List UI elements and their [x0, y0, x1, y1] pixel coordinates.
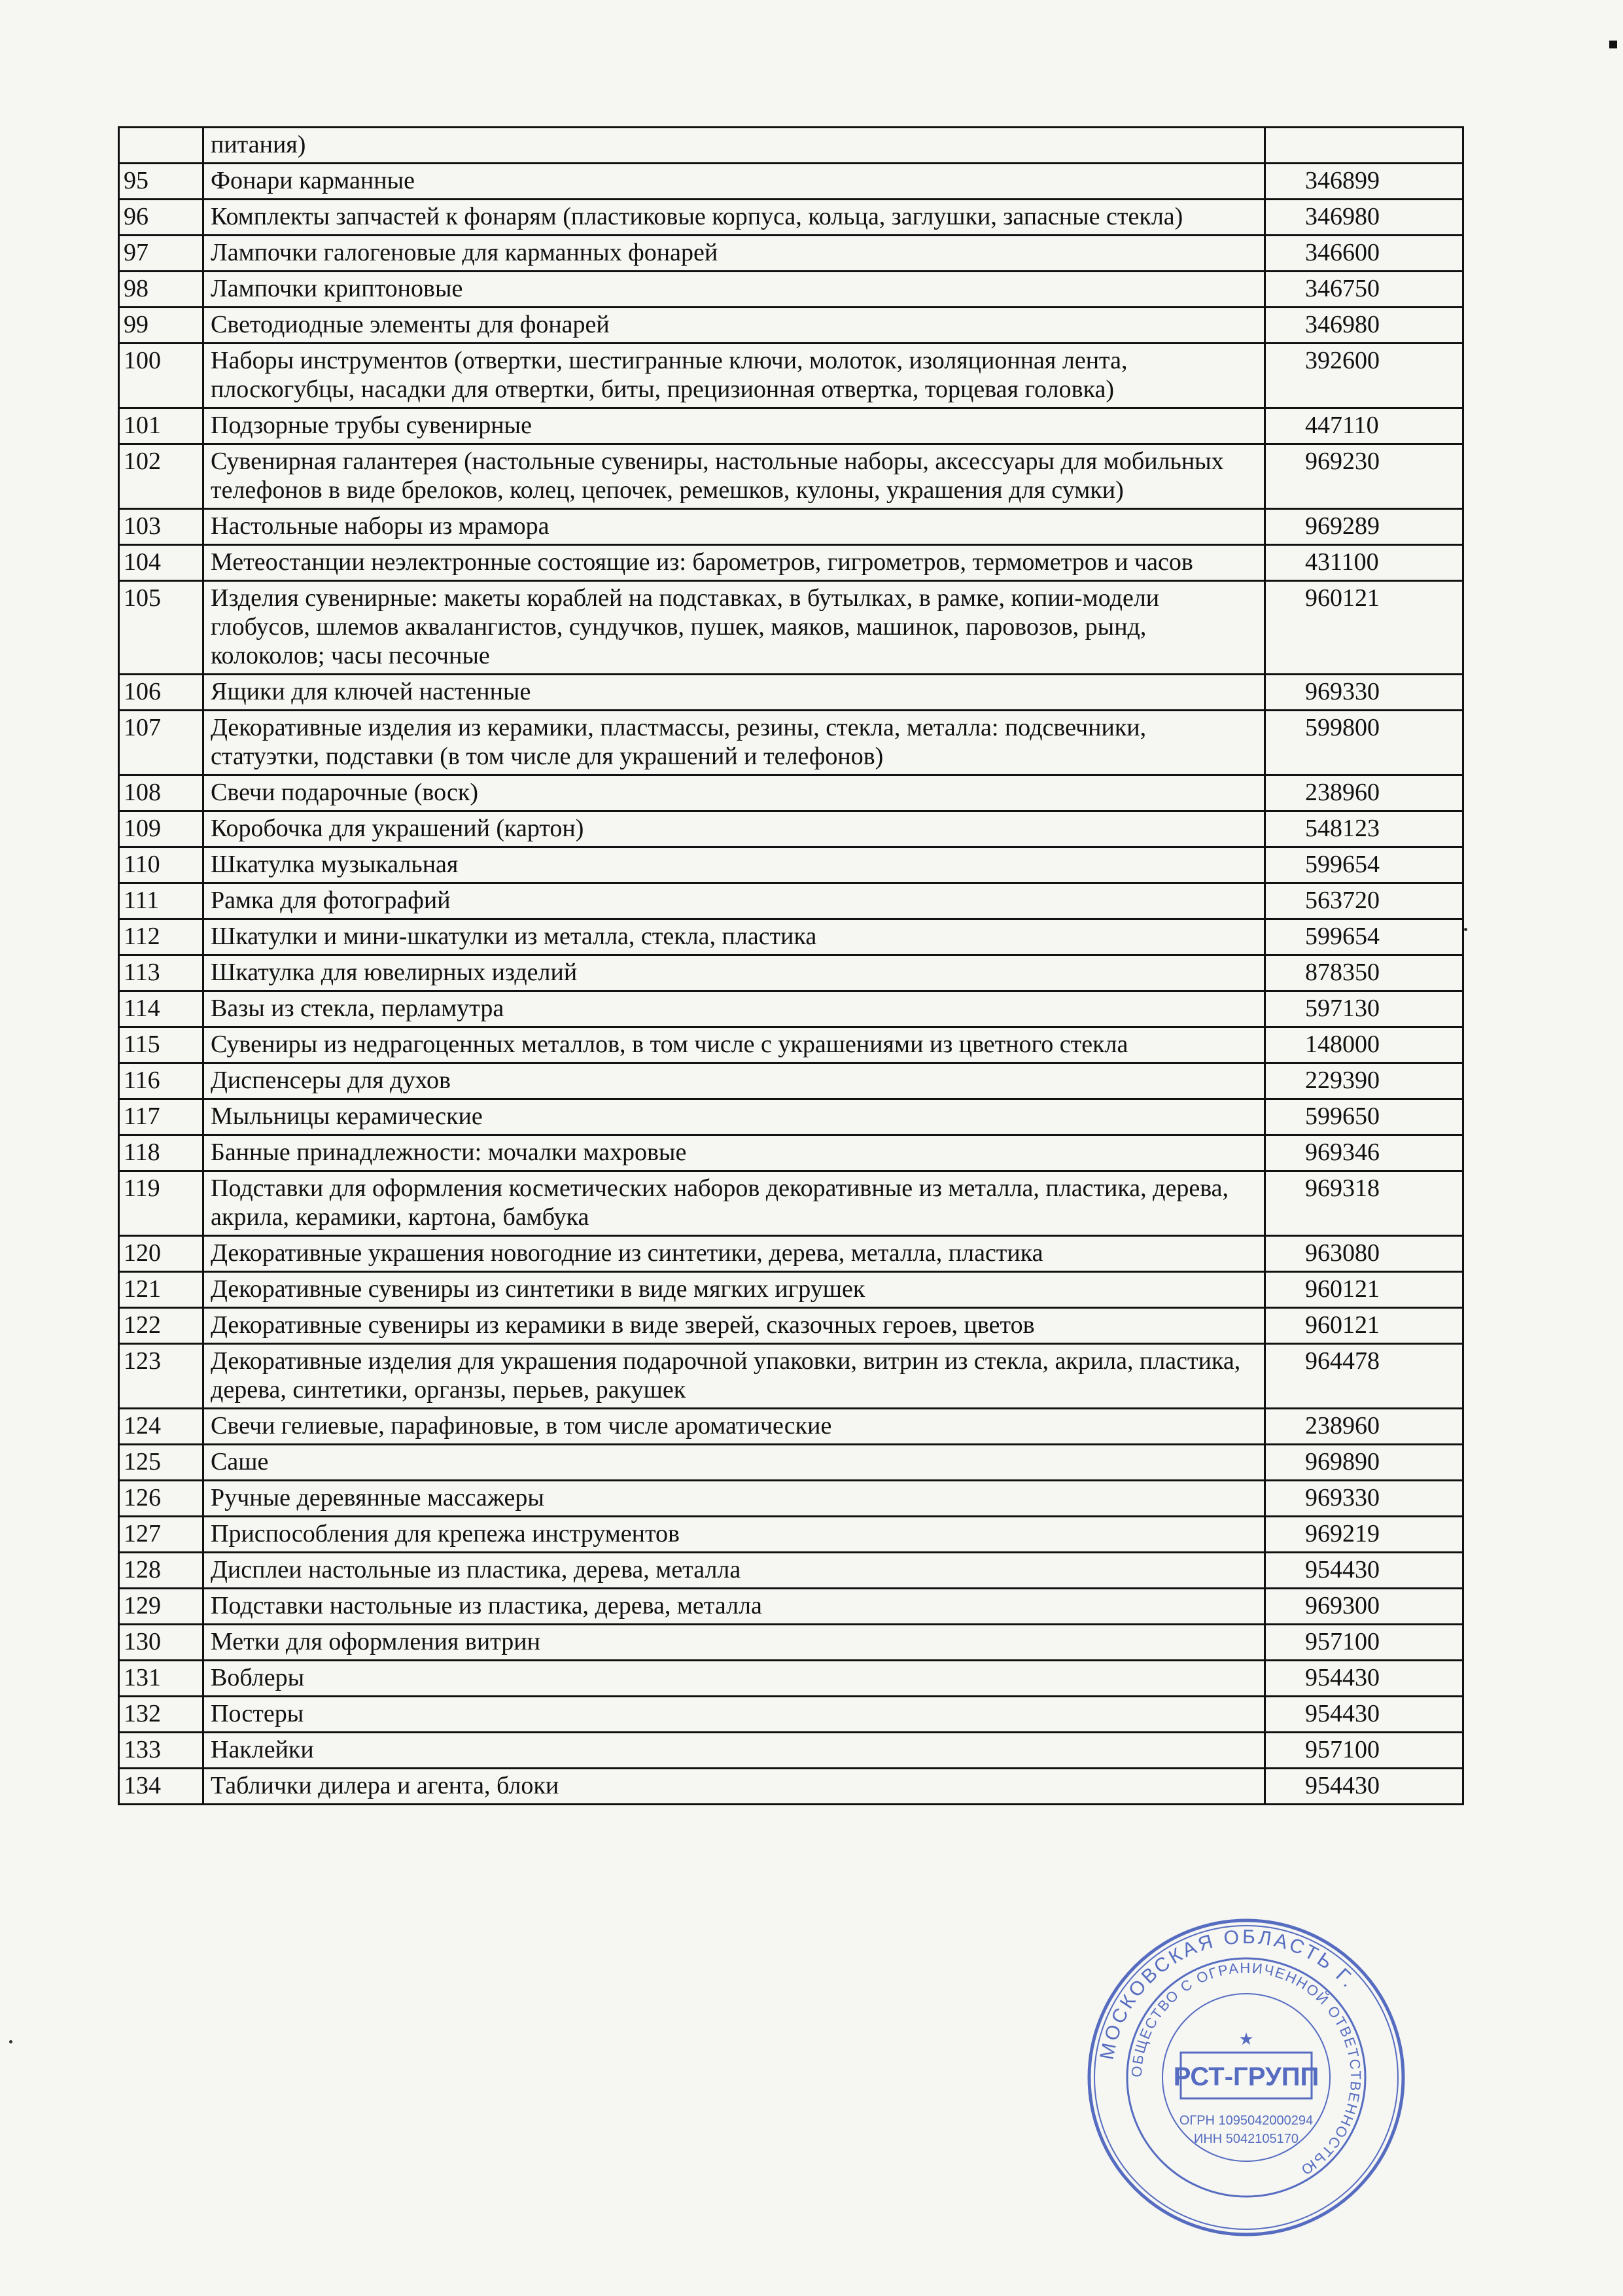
table-row [119, 581, 1463, 675]
row-number: 103 [119, 509, 203, 545]
table-row [119, 1625, 1463, 1661]
row-description: Ручные деревянные массажеры [203, 1481, 1265, 1517]
row-code: 392600 [1265, 344, 1463, 408]
row-number: 95 [119, 164, 203, 200]
row-description: Рамка для фотографий [203, 883, 1265, 919]
stamp-inn: ИНН 5042105170 [1193, 2132, 1299, 2146]
row-description: Дисплеи настольные из пластика, дерева, металла [203, 1553, 1265, 1589]
row-number: 117 [119, 1099, 203, 1135]
row-description: Комплекты запчастей к фонарям (пластиковые корпуса, кольца, заглушки, запасные стекла) [203, 200, 1265, 236]
table-row [119, 164, 1463, 200]
table-row [119, 408, 1463, 444]
row-code: 346980 [1265, 200, 1463, 236]
row-description: Лампочки галогеновые для карманных фонарей [203, 236, 1265, 272]
row-description: Шкатулка для ювелирных изделий [203, 955, 1265, 991]
table-row [119, 991, 1463, 1027]
row-code [1265, 128, 1463, 164]
row-code: 599654 [1265, 847, 1463, 883]
table-row [119, 272, 1463, 308]
row-code: 599800 [1265, 711, 1463, 775]
scan-speck [1464, 928, 1467, 931]
table-row [119, 200, 1463, 236]
table-row [119, 1517, 1463, 1553]
row-code: 969300 [1265, 1589, 1463, 1625]
table-row [119, 1135, 1463, 1171]
row-number: 124 [119, 1409, 203, 1445]
row-number: 130 [119, 1625, 203, 1661]
row-number: 114 [119, 991, 203, 1027]
table-row [119, 1481, 1463, 1517]
row-number: 104 [119, 545, 203, 581]
row-description: Воблеры [203, 1661, 1265, 1697]
scan-speck [9, 2040, 12, 2043]
row-description: Свечи гелиевые, парафиновые, в том числе ароматические [203, 1409, 1265, 1445]
table-row [119, 509, 1463, 545]
row-description: Саше [203, 1445, 1265, 1481]
row-description: Декоративные украшения новогодние из синтетики, дерева, металла, пластика [203, 1236, 1265, 1272]
row-description: Сувениры из недрагоценных металлов, в том числе с украшениями из цветного стекла [203, 1027, 1265, 1063]
row-code: 969346 [1265, 1135, 1463, 1171]
row-description: Подставки для оформления косметических наборов декоративные из металла, пластика, дерева, акрила, керамики, картона, бамбука [203, 1171, 1265, 1236]
table-row [119, 1409, 1463, 1445]
row-code: 238960 [1265, 775, 1463, 811]
row-description: Настольные наборы из мрамора [203, 509, 1265, 545]
table-row [119, 1697, 1463, 1733]
row-description: Лампочки криптоновые [203, 272, 1265, 308]
company-seal-stamp [1083, 1914, 1410, 2241]
row-number: 110 [119, 847, 203, 883]
row-code: 346750 [1265, 272, 1463, 308]
row-number: 126 [119, 1481, 203, 1517]
table-row [119, 847, 1463, 883]
row-code: 447110 [1265, 408, 1463, 444]
table-row [119, 1171, 1463, 1236]
row-description: Таблички дилера и агента, блоки [203, 1769, 1265, 1805]
table-row [119, 1236, 1463, 1272]
row-code: 599654 [1265, 919, 1463, 955]
table-row [119, 308, 1463, 344]
row-number: 116 [119, 1063, 203, 1099]
table-row [119, 1553, 1463, 1589]
row-number: 100 [119, 344, 203, 408]
row-number: 131 [119, 1661, 203, 1697]
table-row [119, 1308, 1463, 1344]
row-description: Мыльницы керамические [203, 1099, 1265, 1135]
row-number: 111 [119, 883, 203, 919]
table-row [119, 955, 1463, 991]
row-description: Декоративные сувениры из синтетики в виде мягких игрушек [203, 1272, 1265, 1308]
row-number: 121 [119, 1272, 203, 1308]
row-code: 229390 [1265, 1063, 1463, 1099]
row-number: 119 [119, 1171, 203, 1236]
row-code: 957100 [1265, 1625, 1463, 1661]
stamp-company-name: РСТ-ГРУПП [1173, 2062, 1319, 2091]
row-description: Вазы из стекла, перламутра [203, 991, 1265, 1027]
row-code: 597130 [1265, 991, 1463, 1027]
row-code: 957100 [1265, 1733, 1463, 1769]
row-number: 132 [119, 1697, 203, 1733]
row-number: 133 [119, 1733, 203, 1769]
row-code: 969890 [1265, 1445, 1463, 1481]
row-description: Фонари карманные [203, 164, 1265, 200]
table-row [119, 128, 1463, 164]
row-description: Изделия сувенирные: макеты кораблей на подставках, в бутылках, в рамке, копии-модели глобусов, шлемов аквалангистов, сундучков, пушек, маяков, машинок, паровозов, рынд, колоколов; часы песочные [203, 581, 1265, 675]
row-description: Декоративные изделия из керамики, пластмассы, резины, стекла, металла: подсвечники, статуэтки, подставки (в том числе для украшений и телефонов) [203, 711, 1265, 775]
row-code: 346600 [1265, 236, 1463, 272]
table-row [119, 236, 1463, 272]
table-row [119, 1769, 1463, 1805]
row-code: 969330 [1265, 675, 1463, 711]
table-row [119, 1661, 1463, 1697]
table-row [119, 711, 1463, 775]
row-description: Сувенирная галантерея (настольные сувениры, настольные наборы, аксессуары для мобильных телефонов в виде брелоков, колец, цепочек, ремешков, кулоны, украшения для сумки) [203, 444, 1265, 509]
row-code: 954430 [1265, 1769, 1463, 1805]
row-description: Подзорные трубы сувенирные [203, 408, 1265, 444]
row-description: Диспенсеры для духов [203, 1063, 1265, 1099]
row-number: 123 [119, 1344, 203, 1409]
table-row [119, 344, 1463, 408]
row-number: 101 [119, 408, 203, 444]
row-number: 113 [119, 955, 203, 991]
row-description: Приспособления для крепежа инструментов [203, 1517, 1265, 1553]
table-row [119, 1445, 1463, 1481]
row-description: Наклейки [203, 1733, 1265, 1769]
row-code: 148000 [1265, 1027, 1463, 1063]
row-number: 108 [119, 775, 203, 811]
row-number: 109 [119, 811, 203, 847]
row-code: 960121 [1265, 581, 1463, 675]
table-row [119, 1027, 1463, 1063]
table-row [119, 883, 1463, 919]
row-code: 954430 [1265, 1697, 1463, 1733]
row-code: 431100 [1265, 545, 1463, 581]
row-number: 129 [119, 1589, 203, 1625]
row-code: 548123 [1265, 811, 1463, 847]
row-description: Декоративные сувениры из керамики в виде зверей, сказочных героев, цветов [203, 1308, 1265, 1344]
row-number: 128 [119, 1553, 203, 1589]
row-number: 112 [119, 919, 203, 955]
table-row [119, 545, 1463, 581]
row-description: Ящики для ключей настенные [203, 675, 1265, 711]
table-row [119, 444, 1463, 509]
table-row [119, 775, 1463, 811]
row-description: Шкатулки и мини-шкатулки из металла, стекла, пластика [203, 919, 1265, 955]
row-number: 127 [119, 1517, 203, 1553]
row-code: 969318 [1265, 1171, 1463, 1236]
row-code: 954430 [1265, 1553, 1463, 1589]
row-number: 106 [119, 675, 203, 711]
table-row [119, 1099, 1463, 1135]
row-number: 96 [119, 200, 203, 236]
row-code: 960121 [1265, 1272, 1463, 1308]
row-number: 99 [119, 308, 203, 344]
row-description: Метки для оформления витрин [203, 1625, 1265, 1661]
row-description: Светодиодные элементы для фонарей [203, 308, 1265, 344]
row-code: 563720 [1265, 883, 1463, 919]
row-description: Постеры [203, 1697, 1265, 1733]
row-number: 125 [119, 1445, 203, 1481]
row-description: Наборы инструментов (отвертки, шестигранные ключи, молоток, изоляционная лента, плоскогубцы, насадки для отвертки, биты, прецизионная отвертка, торцевая головка) [203, 344, 1265, 408]
row-code: 964478 [1265, 1344, 1463, 1409]
stamp-ogrn: ОГРН 1095042000294 [1179, 2113, 1314, 2128]
row-number: 97 [119, 236, 203, 272]
row-description: Шкатулка музыкальная [203, 847, 1265, 883]
table-row [119, 811, 1463, 847]
product-code-table [118, 126, 1464, 1805]
row-number: 134 [119, 1769, 203, 1805]
row-number: 102 [119, 444, 203, 509]
page-corner-mark [1609, 41, 1617, 48]
row-number: 98 [119, 272, 203, 308]
row-description: Подставки настольные из пластика, дерева, металла [203, 1589, 1265, 1625]
table-row [119, 1733, 1463, 1769]
table-row [119, 919, 1463, 955]
table-row [119, 1272, 1463, 1308]
row-code: 969219 [1265, 1517, 1463, 1553]
row-description: Банные принадлежности: мочалки махровые [203, 1135, 1265, 1171]
row-code: 969289 [1265, 509, 1463, 545]
row-number: 118 [119, 1135, 203, 1171]
row-description: Свечи подарочные (воск) [203, 775, 1265, 811]
row-number: 107 [119, 711, 203, 775]
row-code: 963080 [1265, 1236, 1463, 1272]
row-description: Декоративные изделия для украшения подарочной упаковки, витрин из стекла, акрила, пластика, дерева, синтетики, органзы, перьев, ракушек [203, 1344, 1265, 1409]
row-number: 105 [119, 581, 203, 675]
row-description: Метеостанции неэлектронные состоящие из: барометров, гигрометров, термометров и часов [203, 545, 1265, 581]
row-code: 960121 [1265, 1308, 1463, 1344]
row-code: 238960 [1265, 1409, 1463, 1445]
row-description: питания) [203, 128, 1265, 164]
row-code: 599650 [1265, 1099, 1463, 1135]
row-code: 969330 [1265, 1481, 1463, 1517]
table-row [119, 1344, 1463, 1409]
row-number: 115 [119, 1027, 203, 1063]
row-number: 120 [119, 1236, 203, 1272]
table-row [119, 675, 1463, 711]
table-row [119, 1063, 1463, 1099]
stamp-star-icon: ★ [1238, 2029, 1254, 2049]
table-row [119, 1589, 1463, 1625]
row-code: 346980 [1265, 308, 1463, 344]
row-code: 346899 [1265, 164, 1463, 200]
row-code: 954430 [1265, 1661, 1463, 1697]
stamp-inner-text: ОБЩЕСТВО С ОГРАНИЧЕННОЙ ОТВЕТСТВЕННОСТЬЮ [1128, 1959, 1365, 2180]
row-number [119, 128, 203, 164]
row-code: 878350 [1265, 955, 1463, 991]
row-description: Коробочка для украшений (картон) [203, 811, 1265, 847]
stamp-outer-text: МОСКОВСКАЯ ОБЛАСТЬ Г. [1096, 1926, 1361, 2062]
row-code: 969230 [1265, 444, 1463, 509]
row-number: 122 [119, 1308, 203, 1344]
